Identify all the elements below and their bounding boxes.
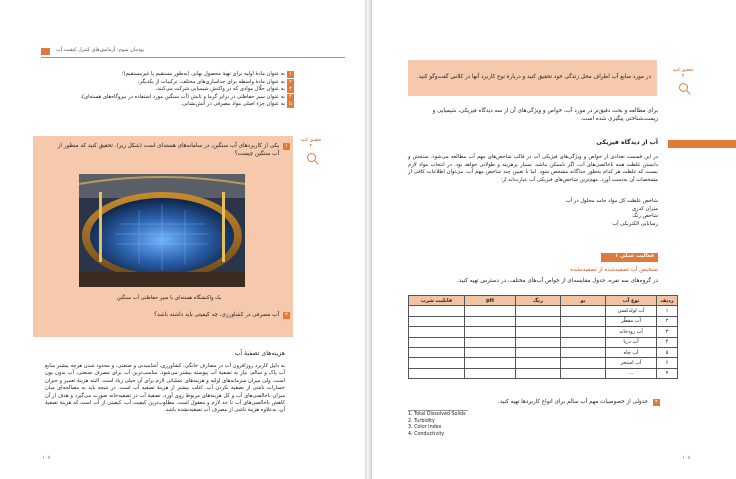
col-header: بو — [561, 296, 606, 306]
footnote: 3. Color Index — [408, 425, 442, 431]
activity-note: جدولی از خصوصیات مهم آب سالم برای انواع کاربردها تهیه کنید. — [498, 399, 648, 405]
running-title: پودمان سوم: آزمایش‌های کنترل کیفیت آب — [56, 47, 145, 53]
footnote-rule — [408, 410, 468, 411]
research-text: در مورد منابع آب اطراف محل زندگی خود تحقیق کنید و دربارهٔ نوع کاربرد آنها در کلاس گفت‌وگو کنید. — [416, 74, 651, 80]
list-item: ۲ به عنوان مادهٔ واسطه برای جداسازی‌های مختلف، ترکیبات از یکدیگر، — [45, 79, 285, 87]
activity-label: فعالیت عملی ۱ — [601, 253, 658, 262]
col-header: ردیف — [657, 296, 678, 306]
list-item: ۵ به عنوان جزء اصلی مواد مصرفی در آتش‌نشانی. — [45, 101, 285, 109]
col-header: رنگ — [516, 296, 561, 306]
col-header: قابلیت شرب — [409, 296, 465, 306]
list-item: میزان کدری — [632, 205, 658, 212]
table-row: ۱ آب لوله‌کشی — [409, 306, 678, 316]
list-item: شاخص رنگ — [632, 213, 658, 220]
research-tag-label: تحقیق کنید ۳ — [672, 68, 694, 79]
box-item-1: یکی از کاربردهای آب سنگین، در سامانه‌های هسته‌ای است (شکل زیر). تحقیق کنید که منظور از آب سنگین چیست؟ — [57, 143, 279, 157]
research-box — [408, 60, 657, 96]
footnote: 1. Total Dissolved Solids — [408, 412, 466, 417]
right-page — [372, 0, 736, 479]
intro-text: برای مطالعه و بحث دقیق‌تر در مورد آب، خواص و ویژگی‌های آن از سه دیدگاه فیزیکی، شیمیایی و زیست‌شناختی پیگیری شده است. — [432, 108, 658, 122]
activity-title: تشخیص آب تصفیه‌شده از تصفیه‌نشده — [570, 267, 658, 273]
activity-instruction: در گروه‌های سه نفره، جدول مقایسه‌ای از خواص آب‌های مختلف، در دسترس تهیه کنید. — [457, 278, 658, 284]
research-tag-label: تحقیق کنید ۲ — [300, 138, 322, 149]
list-item: شاخص غلظت کل مواد جامد محلول در آب — [565, 198, 658, 204]
table-row: ۶ آب استخر — [409, 358, 678, 368]
section-body: به دلیل کاربرد روزافزون آب در مصارف خانگی، کشاورزی، آشامیدنی و صنعتی، و محدود شدن هرچه بیشتر منابع آب پاک و سالم، نیاز به تصفیهٔ آب پیوسته بیشتر می‌شود. مناسب‌ترین آب برای مصرف صنعتی، آب بدون یون است، ولی میزان سرمایه‌های اولیه و هزینه‌های عملیاتی لازم برای آن خیلی زیاد است. البته هزینهٔ تعمیر و جبران خسارات ناشی از تصفیه نکردن آب، اغلب بیشتر از هزینهٔ تصفیه آب است. در نتیجه باید به مصالحه‌ای میان میزان ناخالصی‌های آب و کل هزینه‌های مربوط روی آورد. تصفیهٔ آب در تصفیه‌خانه صورت می‌گیرد و هدف از آن کاهش ناخالصی‌های آب تا حد لازم و معقول است. مطلوب‌ترین کیفیت آب، کیفیتی از آب است که هزینهٔ تصفیهٔ آن، به‌علاوه هزینهٔ ناشی از مصرف آب تصفیه‌نشده باشد. — [45, 363, 285, 414]
reactor-pool-image — [79, 174, 245, 287]
section-bar — [668, 140, 736, 148]
item-number: ۲ — [653, 399, 660, 406]
table-row: ۳ آب رودخانه — [409, 327, 678, 337]
image-caption: یک واکنشگاه هسته‌ای با سپر حفاظتی آب سنگین — [116, 295, 222, 301]
research-tag — [300, 138, 322, 162]
section-heading: آب از دیدگاه فیزیکی — [596, 139, 658, 146]
table-header-row — [409, 296, 678, 306]
list-item: ۳ به عنوان حلّال موادی که در واکنش شیمیایی شرکت می‌کنند، — [45, 86, 285, 94]
header-marker — [41, 48, 50, 55]
col-header: pH — [465, 296, 516, 306]
footnote: 4. Conductivity — [408, 431, 445, 437]
page-number: ۱۰۸ — [682, 455, 691, 461]
footnote: 2. Turbidity — [408, 418, 435, 424]
footnotes — [408, 412, 558, 438]
item-number: ۱ — [283, 143, 290, 150]
page-number: ۱۰۷ — [42, 455, 51, 461]
section-heading: هزینه‌های تصفیهٔ آب — [234, 350, 285, 357]
table-row: ۵ آب چاه — [409, 347, 678, 357]
table-row: ۲ آب مقطّر — [409, 316, 678, 326]
usage-list — [45, 71, 292, 109]
item-number: ۲ — [283, 312, 290, 319]
search-icon — [679, 83, 688, 92]
research-box — [33, 136, 293, 337]
indicator-list — [522, 198, 658, 228]
list-item: ۱ به عنوان مادهٔ اولیه برای تهیهٔ محصول نهایی (به‌طور مستقیم یا غیرمستقیم)؛ — [45, 71, 285, 79]
comparison-table — [408, 295, 678, 379]
table-row: ۴ آب دریا — [409, 337, 678, 347]
section-body: در این قسمت تعدادی از خواص و ویژگی‌های فیزیکی آب در قالب شاخص‌های مهم آب مطالعه می‌شود. سنجش و دانستن غلظت همه ناخالصی‌های آب، اگر ناممکن نباشد، بسیار پرهزینه و طولانی خواهد بود. در انتخاب مواد لازم نیست که غلظت هر کدام به‌طور جداگانه مشخص شود. اما با تعیین چند شاخص مهم آب، می‌توان اطلاعات کافی از مشخصات آن به‌دست آورد. مهم‌ترین شاخص‌های فیزیکی آب عبارت‌اند از: — [408, 154, 658, 183]
search-icon — [307, 153, 316, 162]
box-item-2: آب مصرفی در کشاورزی، چه کیفیتی باید داشته باشد؟ — [154, 312, 279, 318]
list-item: ۴ به عنوان سیر حفاظتی در برابر گرما و تابش (آب سنگین مورد استفاده در نیروگاه‌های هسته‌ای)، — [45, 94, 285, 102]
book-spine — [365, 0, 372, 479]
list-item: رسانایی الکتریکی آب — [612, 220, 658, 227]
col-header: نوع آب — [606, 296, 657, 306]
left-page — [0, 0, 365, 479]
table-row: ۷ ... — [409, 368, 678, 378]
header-rule — [41, 57, 345, 58]
research-tag — [671, 68, 695, 92]
